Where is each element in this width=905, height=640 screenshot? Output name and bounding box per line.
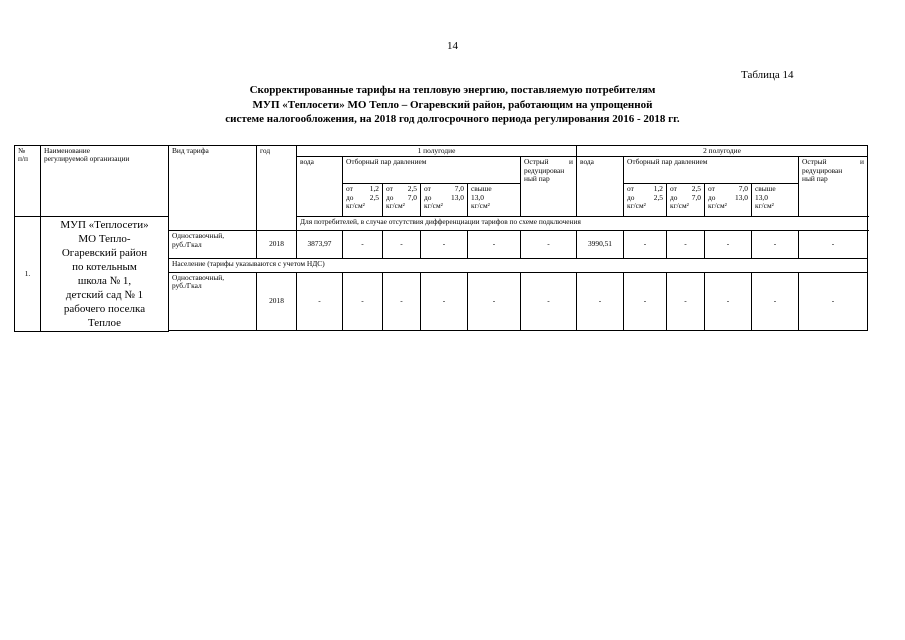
document-title [0, 83, 905, 127]
pressure-line: от 1,2 [627, 184, 663, 194]
header-pressure-2 [383, 184, 421, 217]
value-cell: - [624, 272, 667, 330]
pressure-line: 13,0 [471, 192, 484, 202]
org-name-line: Теплое [87, 317, 122, 330]
pressure-line: до 2,5 [346, 192, 379, 202]
value-cell: - [705, 231, 752, 259]
header-sharp-line: редуцирован [524, 165, 565, 175]
tariff-type-line: руб./Гкал [172, 281, 202, 291]
org-name-line: по котельным [72, 261, 137, 274]
pressure-line: до 2,5 [627, 192, 663, 202]
spacer [169, 331, 868, 332]
header-num-line: п/п [18, 154, 28, 164]
header-water-2: вода [577, 157, 624, 217]
value-cell: - [383, 231, 421, 259]
value-cell: - [343, 272, 383, 330]
pressure-line: до 13,0 [708, 192, 748, 202]
section-label-population: Население (тарифы указываются с учетом НДС) [169, 259, 868, 273]
value-cell: - [705, 272, 752, 330]
org-name-line: детский сад № 1 [65, 289, 144, 302]
header-half1: 1 полугодие [297, 146, 577, 157]
tariff-type-line: Одноставочный, [172, 272, 225, 282]
org-name-line: рабочего поселка [63, 303, 146, 316]
header-half2: 2 полугодие [577, 146, 868, 157]
pressure-line: кг/см² [346, 201, 365, 211]
org-name-line: МУП «Теплосети» [60, 219, 149, 232]
tariffs-table [14, 145, 868, 332]
value-cell: - [343, 231, 383, 259]
header-num [15, 146, 41, 217]
page-number: 14 [447, 40, 458, 52]
value-cell: - [421, 231, 468, 259]
tariff-type-line: руб./Гкал [172, 239, 202, 249]
pressure-line: до 7,0 [386, 192, 417, 202]
header-tariff-type: Вид тарифа [169, 146, 257, 231]
table-label: Таблица 14 [741, 69, 794, 81]
pressure-line: до 13,0 [424, 192, 464, 202]
header-sharp-line: ный пар [524, 174, 550, 184]
header-water-1: вода [297, 157, 343, 217]
header-pressure-3 [421, 184, 468, 217]
pressure-line: 13,0 [755, 192, 768, 202]
pressure-line: от 1,2 [346, 184, 379, 194]
tariff-type-line: Одноставочный, [172, 231, 225, 241]
header-sharp-line: ный пар [802, 174, 828, 184]
header-org-line: регулируемой организации [44, 154, 130, 164]
pressure-line: до 7,0 [670, 192, 701, 202]
tariff-type [169, 272, 257, 330]
org-name-line: МО Тепло- [78, 233, 131, 246]
value-cell: - [521, 231, 577, 259]
header-org-line: Наименование [44, 146, 91, 155]
header-sharp-steam-2 [799, 157, 868, 217]
header-pressure-2b [667, 184, 705, 217]
value-cell: - [624, 231, 667, 259]
title-line: системе налогообложения, на 2018 год долгосрочного периода регулирования 2016 - 2018 гг. [225, 113, 680, 125]
value-cell: - [667, 272, 705, 330]
header-org [41, 146, 169, 217]
pressure-line: свыше [471, 184, 492, 194]
pressure-line: от 2,5 [670, 184, 701, 194]
value-cell: - [799, 272, 868, 330]
org-name-line: школа № 1, [77, 275, 132, 288]
value-cell: - [667, 231, 705, 259]
year-cell: 2018 [257, 272, 297, 330]
value-cell: - [752, 272, 799, 330]
value-cell: - [468, 272, 521, 330]
header-pressure-1 [343, 184, 383, 217]
value-cell: - [799, 231, 868, 259]
value-cell: - [468, 231, 521, 259]
pressure-line: кг/см² [386, 201, 405, 211]
org-name-line: Огаревский район [61, 247, 148, 260]
value-cell: - [577, 272, 624, 330]
tariff-type [169, 231, 257, 259]
year-cell: 2018 [257, 231, 297, 259]
header-sharp-line: Острый и [802, 157, 864, 167]
header-pressure-4 [468, 184, 521, 217]
title-line: МУП «Теплосети» МО Тепло – Огаревский район, работающим на упрощенной [252, 98, 653, 111]
value-cell: - [521, 272, 577, 330]
header-steam-2: Отборный пар давлением [624, 157, 799, 184]
header-sharp-line: Острый и [524, 157, 573, 167]
pressure-line: кг/см² [670, 201, 689, 211]
pressure-line: кг/см² [471, 201, 490, 211]
value-cell: 3990,51 [577, 231, 624, 259]
header-steam-1: Отборный пар давлением [343, 157, 521, 184]
value-cell: 3873,97 [297, 231, 343, 259]
value-cell: - [421, 272, 468, 330]
pressure-line: от 7,0 [424, 184, 464, 194]
header-pressure-4b [752, 184, 799, 217]
row-number: 1. [15, 217, 41, 332]
org-name [41, 217, 169, 332]
header-pressure-3b [705, 184, 752, 217]
pressure-line: от 2,5 [386, 184, 417, 194]
value-cell: - [297, 272, 343, 330]
pressure-line: кг/см² [627, 201, 646, 211]
header-num-line: № [18, 146, 26, 155]
pressure-line: кг/см² [708, 201, 727, 211]
value-cell: - [383, 272, 421, 330]
header-pressure-1b [624, 184, 667, 217]
pressure-line: от 7,0 [708, 184, 748, 194]
header-year: год [257, 146, 297, 231]
header-sharp-line: редуцирован [802, 165, 843, 175]
value-cell: - [752, 231, 799, 259]
header-sharp-steam-1 [521, 157, 577, 217]
pressure-line: кг/см² [755, 201, 774, 211]
pressure-line: кг/см² [424, 201, 443, 211]
section-label-general: Для потребителей, в случае отсутствия дифференциации тарифов по схеме подключения [297, 217, 868, 231]
pressure-line: свыше [755, 184, 776, 194]
title-line: Скорректированные тарифы на тепловую энергию, поставляемую потребителям [249, 84, 656, 96]
